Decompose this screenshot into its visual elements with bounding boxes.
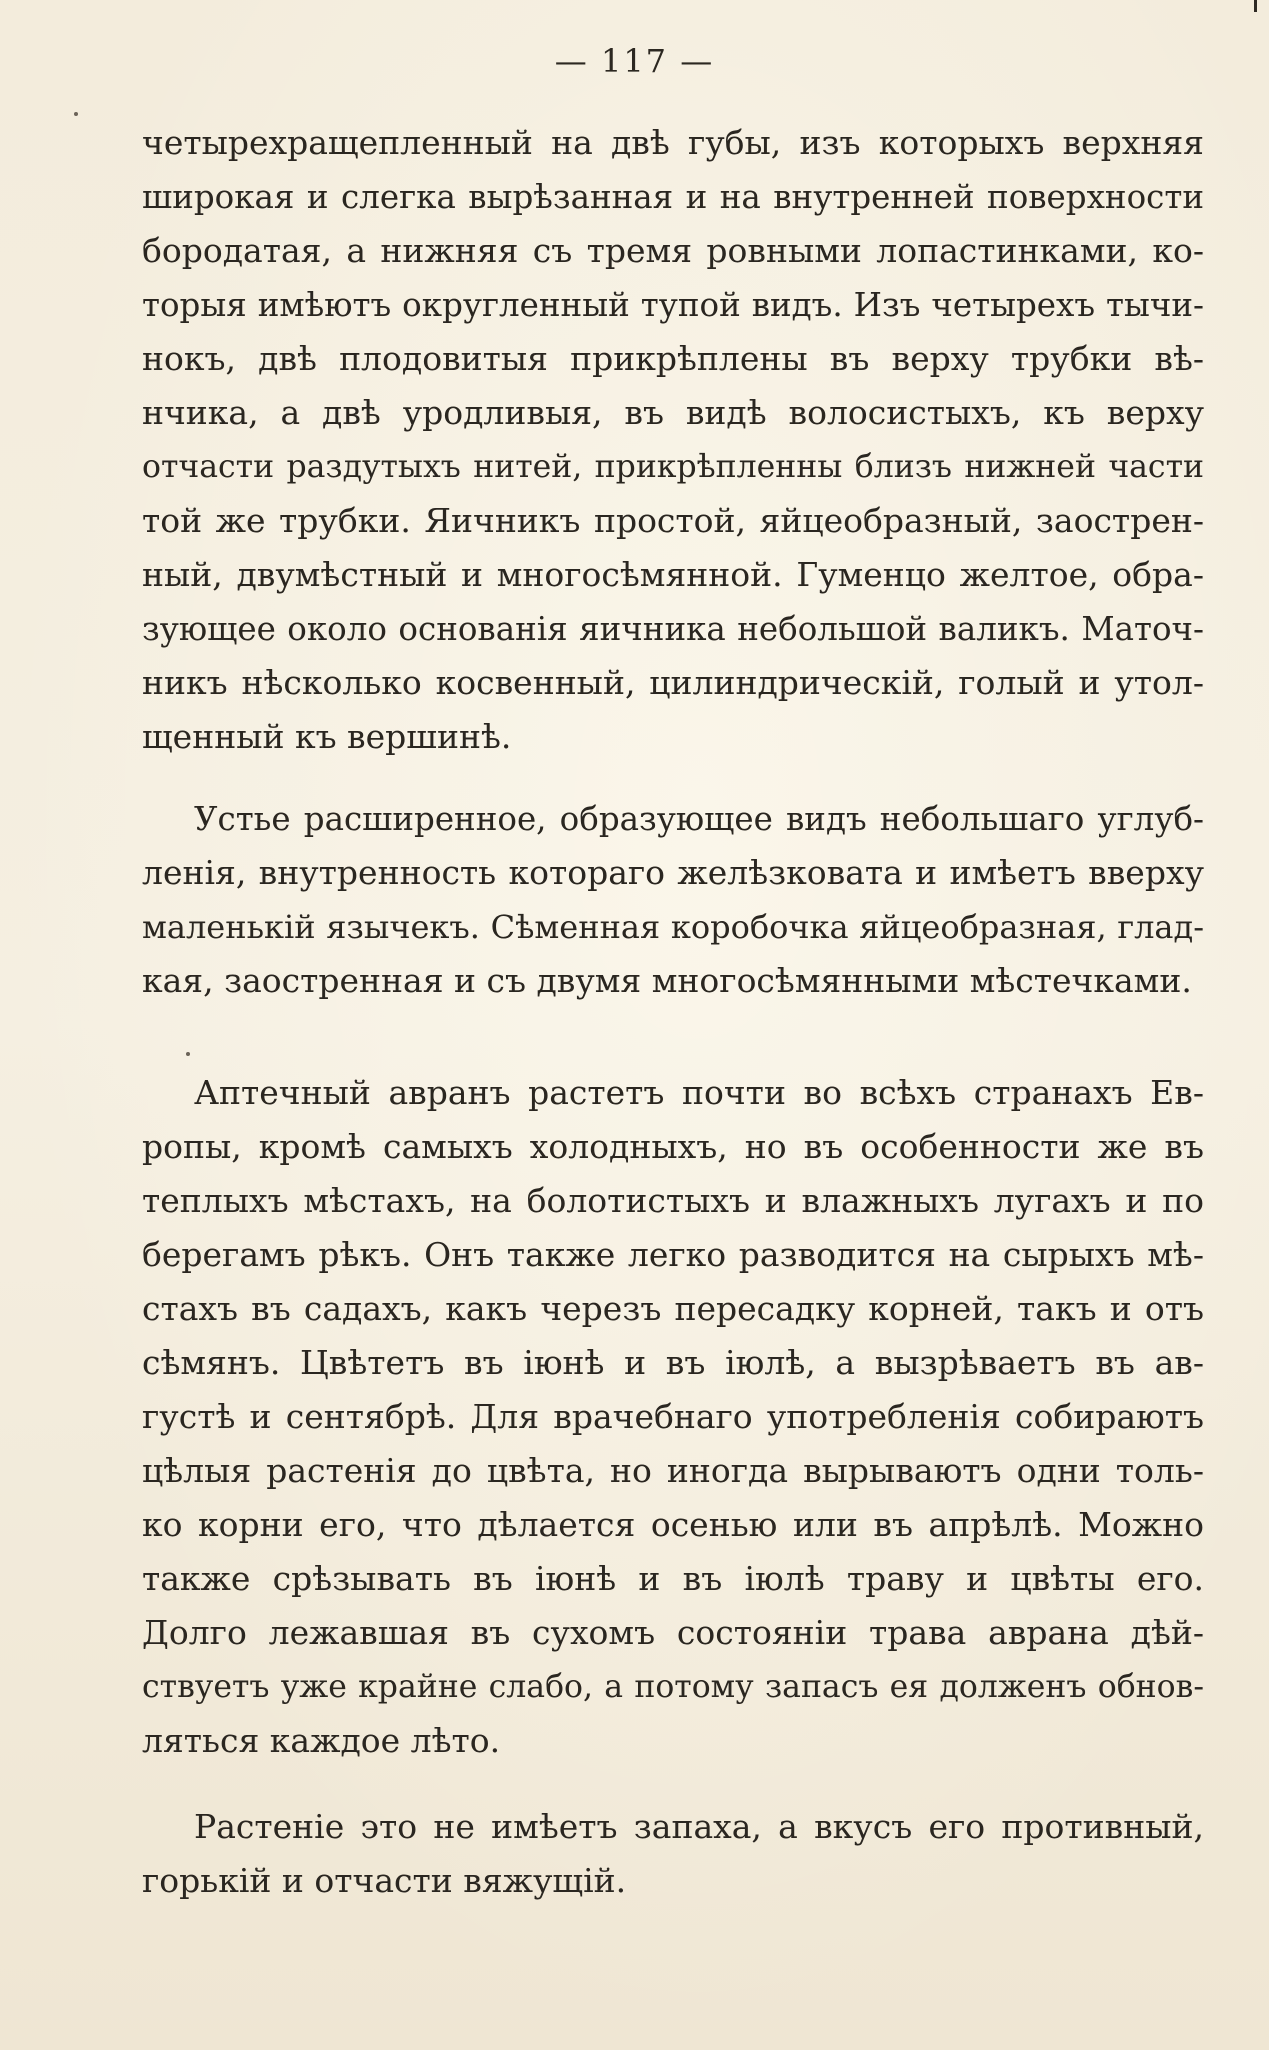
text-line: нчика, а двѣ уродливыя, въ видѣ волосистыхъ, къ верху	[142, 393, 1204, 432]
text-line: берегамъ рѣкъ. Онъ также легко разводится на сырыхъ мѣ-	[142, 1235, 1204, 1274]
paragraph	[142, 792, 1204, 1008]
paragraph	[142, 116, 1204, 764]
text-line: бородатая, а нижняя съ тремя ровными лопастинками, ко-	[142, 231, 1204, 270]
text-line: той же трубки. Яичникъ простой, яйцеобразный, заострен-	[142, 501, 1204, 540]
text-line: зующее около основанія яичника небольшой валикъ. Маточ-	[142, 610, 1204, 648]
text-line: нокъ, двѣ плодовитыя прикрѣплены въ верху трубки вѣ-	[142, 339, 1204, 378]
text-line: никъ нѣсколько косвенный, цилиндрическій, голый и утол-	[142, 663, 1204, 702]
page-number: — 117 —	[554, 42, 715, 80]
text-line: ко корни его, что дѣлается осенью или въ апрѣлѣ. Можно	[142, 1505, 1204, 1544]
text-line: Устье расширенное, образующее видъ небольшаго углуб-	[194, 800, 1204, 838]
text-line: маленькій язычекъ. Сѣменная коробочка яйцеобразная, глад-	[142, 908, 1204, 946]
text-line: ствуетъ уже крайне слабо, а потому запасъ ея долженъ обнов-	[142, 1669, 1204, 1705]
margin-speck	[74, 112, 78, 116]
text-line: Растеніе это не имѣетъ запаха, а вкусъ его противный,	[194, 1807, 1204, 1846]
paragraph	[142, 1800, 1204, 1908]
text-line: кая, заостренная и съ двумя многосѣмянными мѣстечками.	[142, 961, 1192, 1000]
text-line: ляться каждое лѣто.	[142, 1721, 501, 1760]
text-line: широкая и слегка вырѣзанная и на внутренней поверхности	[142, 178, 1204, 216]
text-line: густѣ и сентябрѣ. Для врачебнаго употребленія собираютъ	[142, 1397, 1204, 1436]
text-line: также срѣзывать въ іюнѣ и въ іюлѣ траву и цвѣты его.	[142, 1559, 1204, 1598]
text-line: ропы, кромѣ самыхъ холодныхъ, но въ особенности же въ	[142, 1127, 1204, 1166]
text-line: сѣмянъ. Цвѣтетъ въ іюнѣ и въ іюлѣ, а вызрѣваетъ въ ав-	[142, 1343, 1204, 1382]
text-line: четырехращепленный на двѣ губы, изъ которыхъ верхняя	[142, 123, 1204, 162]
text-line: горькій и отчасти вяжущій.	[142, 1861, 627, 1900]
text-line: торыя имѣютъ округленный тупой видъ. Изъ четырехъ тычи-	[142, 286, 1204, 324]
text-line: ный, двумѣстный и многосѣмянной. Гуменцо желтое, обра-	[142, 555, 1204, 594]
text-line: отчасти раздутыхъ нитей, прикрѣпленны близъ нижней части	[142, 449, 1204, 485]
text-line: ленія, внутренность котораго желѣзковата и имѣетъ вверху	[142, 853, 1204, 892]
text-line: цѣлыя растенія до цвѣта, но иногда вырываютъ одни толь-	[142, 1451, 1204, 1490]
text-line: Долго лежавшая въ сухомъ состояніи трава аврана дѣй-	[142, 1613, 1204, 1652]
margin-speck	[186, 1052, 190, 1056]
corner-ink-mark	[1254, 0, 1257, 12]
text-line: Аптечный авранъ растетъ почти во всѣхъ странахъ Ев-	[194, 1073, 1204, 1112]
text-line: теплыхъ мѣстахъ, на болотистыхъ и влажныхъ лугахъ и по	[142, 1181, 1204, 1220]
text-line: щенный къ вершинѣ.	[142, 717, 512, 756]
text-line: стахъ въ садахъ, какъ черезъ пересадку корней, такъ и отъ	[142, 1289, 1204, 1328]
paragraph	[142, 1066, 1204, 1768]
